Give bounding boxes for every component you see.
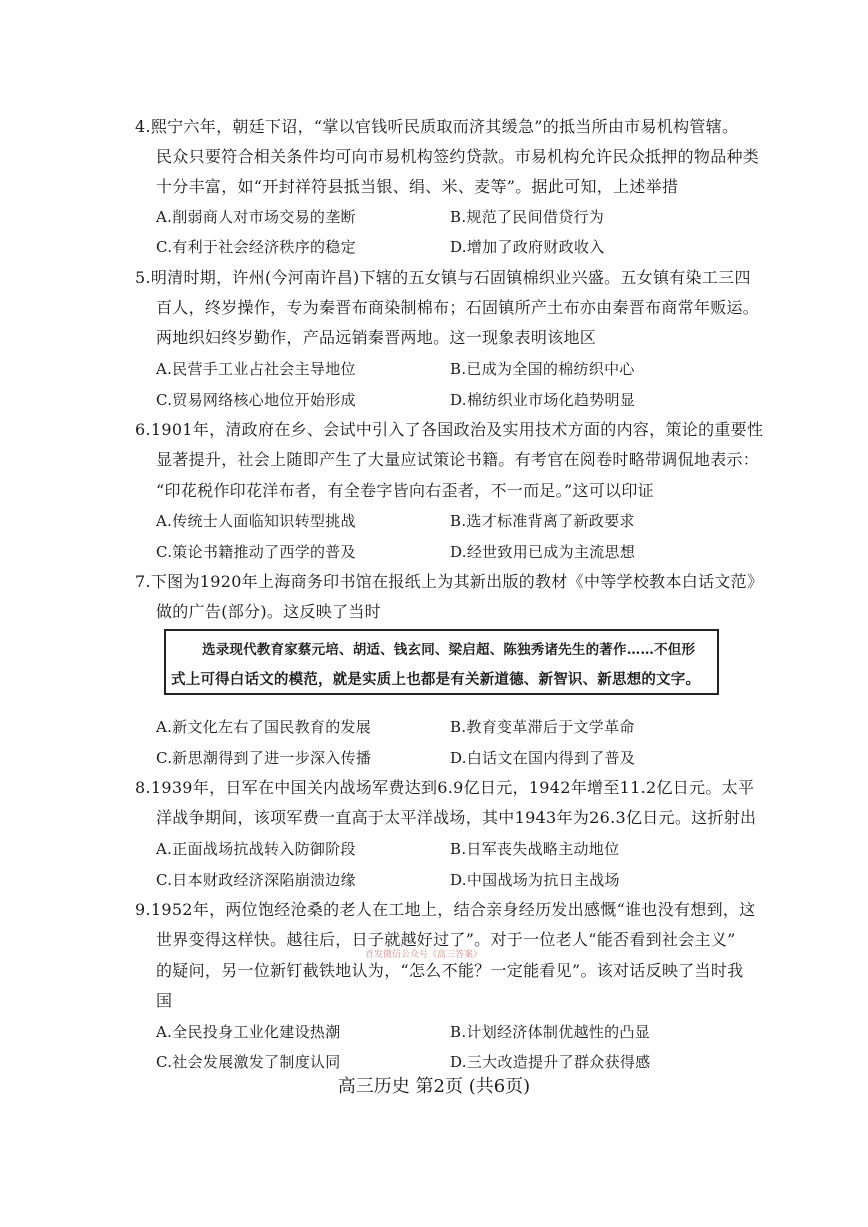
q4-line-3: 十分丰富，如“开封祥符县抵当银、绢、米、麦等”。据此可知，上述举措 <box>156 177 679 196</box>
q5-line-2: 百人，终岁操作，专为秦晋布商染制棉布；石固镇所产土布亦由秦晋布商常年贩运。 <box>156 298 760 317</box>
q7-option-a: A.新文化左右了国民教育的发展 <box>156 718 372 736</box>
q6-option-a: A.传统士人面临知识转型挑战 <box>156 512 356 530</box>
q6-line-1: 6.1901年，清政府在乡、会试中引入了各国政治及实用技术方面的内容，策论的重要性 <box>135 420 764 439</box>
q9-line-1: 9.1952年，两位饱经沧桑的老人在工地上，结合亲身经历发出感慨“谁也没有想到，这 <box>135 900 756 919</box>
q6-option-d: D.经世致用已成为主流思想 <box>450 543 636 561</box>
q9-option-b: B.计划经济体制优越性的凸显 <box>450 1023 650 1041</box>
q4-line-2: 民众只要符合相关条件均可向市易机构签约贷款。市易机构允许民众抵押的物品种类 <box>156 147 760 166</box>
q7-line-1: 7.下图为1920年上海商务印书馆在报纸上为其新出版的教材《中等学校教本白话文范》 <box>135 572 764 591</box>
q7-option-b: B.教育变革滞后于文学革命 <box>450 718 635 736</box>
q6-line-3: “印花税作印花洋布者，有全卷字皆向右歪者，不一而足。”这可以印证 <box>156 481 654 500</box>
q7-line-2: 做的广告(部分)。这反映了当时 <box>156 602 381 621</box>
q8-line-2: 洋战争期间，该项军费一直高于太平洋战场，其中1943年为26.3亿日元。这折射出 <box>156 808 757 827</box>
q5-option-d: D.棉纺织业市场化趋势明显 <box>450 391 636 409</box>
q7-option-d: D.白话文在国内得到了普及 <box>450 749 636 767</box>
q8-option-a: A.正面战场抗战转入防御阶段 <box>156 840 356 858</box>
q9-line-2: 世界变得这样快。越往后，日子就越好过了”。对于一位老人“能否看到社会主义” <box>156 930 736 949</box>
q4-option-a: A.削弱商人对市场交易的垄断 <box>156 208 356 226</box>
q6-option-b: B.选才标准背离了新政要求 <box>450 512 635 530</box>
q8-option-c: C.日本财政经济深陷崩溃边缘 <box>156 871 356 889</box>
q9-option-a: A.全民投身工业化建设热潮 <box>156 1023 341 1041</box>
q9-option-d: D.三大改造提升了群众获得感 <box>450 1053 651 1071</box>
q4-option-c: C.有利于社会经济秩序的稳定 <box>156 238 356 256</box>
q4-line-1: 4.熙宁六年，朝廷下诏，“掌以官钱听民质取而济其缓急”的抵当所由市易机构管辖。 <box>135 117 739 136</box>
q8-option-b: B.日军丧失战略主动地位 <box>450 840 620 858</box>
q8-option-d: D.中国战场为抗日主战场 <box>450 871 620 889</box>
q6-option-c: C.策论书籍推动了西学的普及 <box>156 543 356 561</box>
q5-option-c: C.贸易网络核心地位开始形成 <box>156 391 356 409</box>
page-footer: 高三历史 第2页 (共6页) <box>337 1076 531 1097</box>
q4-option-d: D.增加了政府财政收入 <box>450 238 605 256</box>
q5-option-b: B.已成为全国的棉纺织中心 <box>450 360 635 378</box>
q5-line-1: 5.明清时期，许州(今河南许昌)下辖的五女镇与石固镇棉织业兴盛。五女镇有染工三四 <box>135 268 751 287</box>
q9-line-3: 的疑问，另一位新钉截铁地认为，“怎么不能？一定能看见”。该对话反映了当时我 <box>156 961 744 980</box>
q5-option-a: A.民营手工业占社会主导地位 <box>156 360 356 378</box>
q6-line-2: 显著提升，社会上随即产生了大量应试策论书籍。有考官在阅卷时略带调侃地表示： <box>156 450 760 469</box>
ad-line-2: 式上可得白话文的模范，就是实质上也都是有关新道德、新智识、新思想的文字。 <box>171 671 701 688</box>
ad-line-1: 选录现代教育家蔡元培、胡适、钱玄同、梁启超、陈独秀诸先生的著作……不但形 <box>202 642 696 658</box>
q7-option-c: C.新思潮得到了进一步深入传播 <box>156 749 372 767</box>
advertisement-box <box>164 629 719 695</box>
q9-option-c: C.社会发展激发了制度认同 <box>156 1053 341 1071</box>
q9-line-4: 国 <box>156 991 173 1010</box>
q8-line-1: 8.1939年，日军在中国关内战场军费达到6.9亿日元，1942年增至11.2亿日元。太平 <box>135 778 755 797</box>
q4-option-b: B.规范了民间借贷行为 <box>450 208 605 226</box>
watermark: 首发微信公众号《高三答案》 <box>365 950 483 960</box>
q5-line-3: 两地织妇终岁勤作，产品远销秦晋两地。这一现象表明该地区 <box>156 328 597 347</box>
